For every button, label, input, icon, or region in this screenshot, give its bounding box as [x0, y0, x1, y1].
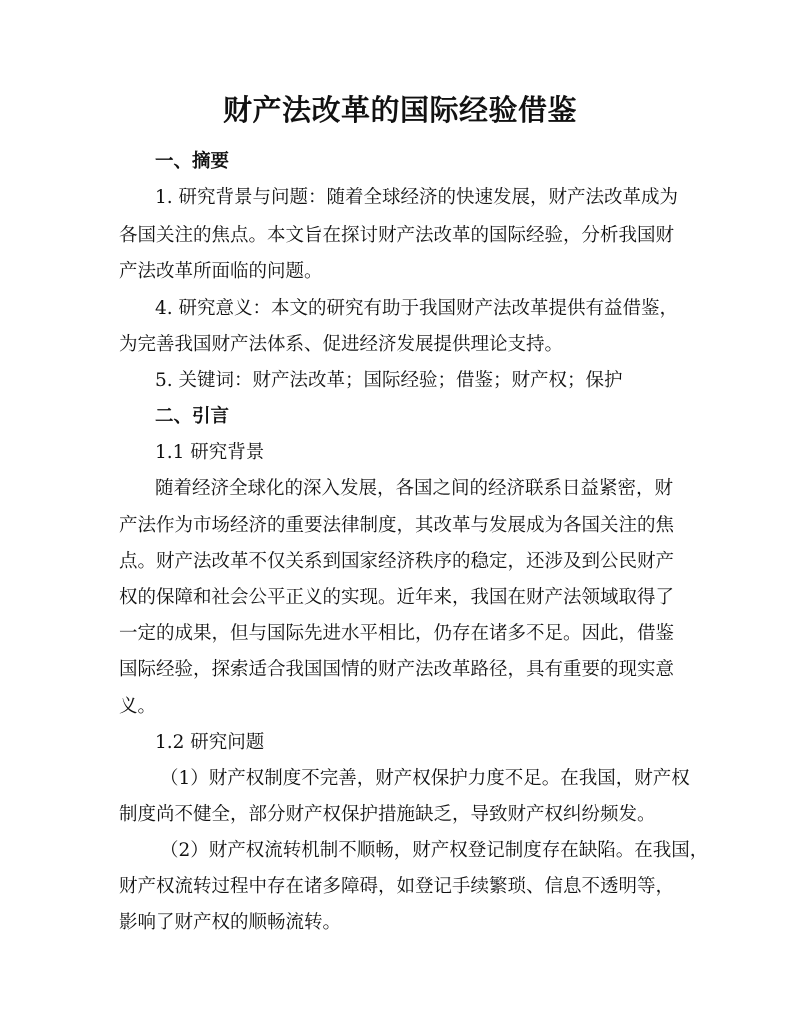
paragraph-line: 制度尚不健全，部分财产权保护措施缺乏，导致财产权纠纷频发。: [119, 804, 656, 825]
paragraph-line: 随着经济全球化的深入发展，各国之间的经济联系日益紧密，财: [155, 478, 674, 499]
paragraph-line: 国际经验，探索适合我国国情的财产法改革路径，具有重要的现实意: [119, 659, 675, 680]
document-title: 财产法改革的国际经验借鉴: [222, 93, 577, 127]
section-heading-introduction: 二、引言: [155, 406, 230, 427]
paragraph-line: （2）财产权流转机制不顺畅，财产权登记制度存在缺陷。在我国，: [160, 840, 709, 861]
subsection-heading-research-questions: 1.2 研究问题: [155, 732, 265, 753]
paragraph-line: 点。财产法改革不仅关系到国家经济秩序的稳定，还涉及到公民财产: [119, 551, 675, 572]
paragraph-line: 产法作为市场经济的重要法律制度，其改革与发展成为各国关注的焦: [119, 515, 675, 536]
paragraph-line: 5. 关键词：财产法改革；国际经验；借鉴；财产权；保护: [155, 370, 623, 391]
paragraph-line: 4. 研究意义：本文的研究有助于我国财产法改革提供有益借鉴，: [155, 298, 679, 319]
paragraph-line: 一定的成果，但与国际先进水平相比，仍存在诸多不足。因此，借鉴: [119, 623, 675, 644]
paragraph-line: 财产权流转过程中存在诸多障碍，如登记手续繁琐、信息不透明等，: [119, 876, 675, 897]
paragraph-line: 1. 研究背景与问题：随着全球经济的快速发展，财产法改革成为: [155, 187, 679, 208]
paragraph-line: （1）财产权制度不完善，财产权保护力度不足。在我国，财产权: [160, 768, 690, 789]
paragraph-line: 影响了财产权的顺畅流转。: [119, 912, 342, 933]
paragraph-line: 义。: [119, 696, 157, 717]
subsection-heading-background: 1.1 研究背景: [155, 442, 265, 463]
paragraph-line: 为完善我国财产法体系、促进经济发展提供理论支持。: [119, 334, 564, 355]
paragraph-line: 产法改革所面临的问题。: [119, 261, 323, 282]
paragraph-line: 各国关注的焦点。本文旨在探讨财产法改革的国际经验，分析我国财: [119, 225, 675, 246]
paragraph-line: 权的保障和社会公平正义的实现。近年来，我国在财产法领域取得了: [119, 587, 675, 608]
section-heading-abstract: 一、摘要: [155, 151, 230, 172]
